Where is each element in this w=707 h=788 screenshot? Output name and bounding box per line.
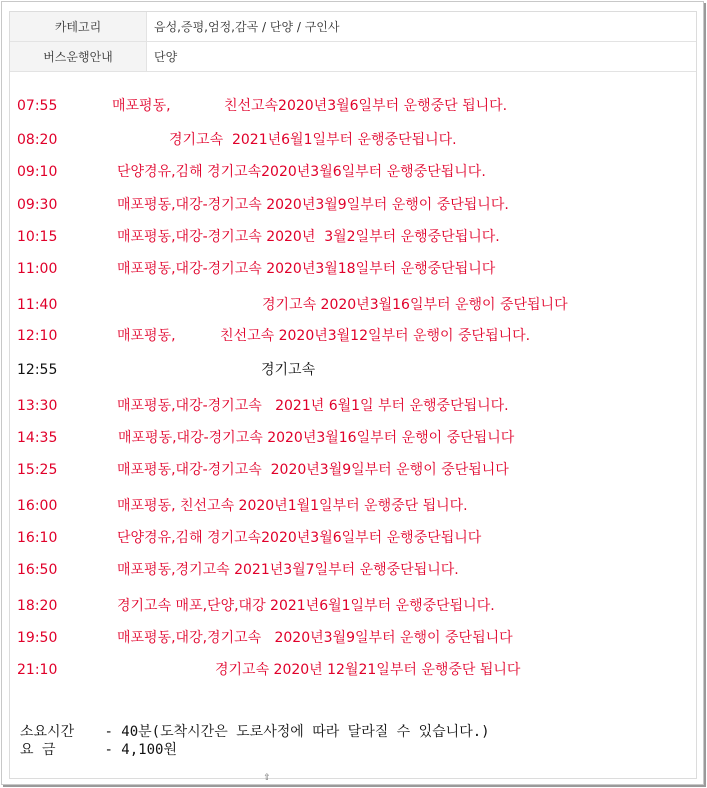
route-note: 매포평동, 친선고속 2020년1월1일부터 운행중단 됩니다.	[117, 498, 468, 514]
route-note: 경기고속 2021년6월1일부터 운행중단됩니다.	[169, 132, 457, 148]
departure-time: 07:55	[17, 98, 58, 114]
route-note: 경기고속	[261, 362, 316, 378]
route-note: 매포평동,대강,경기고속 2020년3월9일부터 운행이 중단됩니다	[117, 630, 513, 646]
route-note: 매포평동,대강-경기고속 2020년3월16일부터 운행이 중단됩니다	[118, 430, 515, 446]
departure-time: 08:20	[17, 132, 58, 148]
route-note: 매포평동,경기고속 2021년3월7일부터 운행중단됩니다.	[117, 562, 459, 578]
duration-line	[20, 723, 490, 741]
departure-time: 19:50	[17, 630, 58, 646]
duration-label: 소요시간	[20, 724, 75, 740]
route-note: 단양경유,김해 경기고속2020년3월6일부터 운행중단됩니다.	[117, 164, 486, 180]
info-value-bus: 단양	[147, 42, 697, 72]
window-frame	[1, 1, 704, 785]
departure-time: 16:10	[17, 530, 58, 546]
duration-value: - 40분(도착시간은 도로사정에 따라 달라질 수 있습니다.)	[104, 724, 490, 740]
departure-time: 11:00	[17, 261, 58, 277]
departure-time: 12:55	[17, 362, 58, 378]
departure-time: 14:35	[17, 430, 58, 446]
info-value-category: 음성,증평,엄정,감곡 / 단양 / 구인사	[147, 12, 697, 42]
fare-value: - 4,100원	[104, 742, 177, 758]
info-table	[10, 12, 696, 72]
departure-time: 16:50	[17, 562, 58, 578]
route-note: 매포평동,대강-경기고속 2020년3월9일부터 운행이 중단됩니다.	[117, 197, 509, 213]
scroll-up-icon[interactable]: ⇧	[263, 773, 271, 783]
departure-time: 11:40	[17, 297, 58, 313]
route-note: 단양경유,김해 경기고속2020년3월6일부터 운행중단됩니다	[117, 530, 482, 546]
route-note: 매포평동,대강-경기고속 2020년3월9일부터 운행이 중단됩니다	[117, 462, 509, 478]
route-note: 경기고속 2020년3월16일부터 운행이 중단됩니다	[262, 297, 568, 313]
departure-time: 13:30	[17, 398, 58, 414]
route-note: 매포평동,대강-경기고속 2020년 3월2일부터 운행중단됩니다.	[117, 229, 500, 245]
departure-time: 12:10	[17, 328, 58, 344]
route-note: 경기고속 매포,단양,대강 2021년6월1일부터 운행중단됩니다.	[117, 598, 495, 614]
info-row-bus	[10, 42, 696, 72]
departure-time: 18:20	[17, 598, 58, 614]
departure-time: 09:10	[17, 164, 58, 180]
fare-label: 요 금	[20, 742, 56, 758]
departure-time: 21:10	[17, 662, 58, 678]
footer-info	[20, 723, 490, 759]
departure-time: 15:25	[17, 462, 58, 478]
route-note: 매포평동, 친선고속 2020년3월12일부터 운행이 중단됩니다.	[117, 328, 531, 344]
departure-time: 16:00	[17, 498, 58, 514]
content-panel	[9, 11, 697, 783]
route-note: 경기고속 2020년 12월21일부터 운행중단 됩니다	[215, 662, 521, 678]
info-row-category	[10, 12, 696, 42]
departure-time: 09:30	[17, 197, 58, 213]
route-note: 매포평동,대강-경기고속 2021년 6월1일 부터 운행중단됩니다.	[117, 398, 509, 414]
info-header-category: 카테고리	[10, 12, 147, 42]
fare-line	[20, 741, 490, 759]
info-header-bus: 버스운행안내	[10, 42, 147, 72]
route-note: 매포평동, 친선고속2020년3월6일부터 운행중단 됩니다.	[112, 98, 508, 114]
departure-time: 10:15	[17, 229, 58, 245]
route-note: 매포평동,대강-경기고속 2020년3월18일부터 운행중단됩니다	[117, 261, 496, 277]
